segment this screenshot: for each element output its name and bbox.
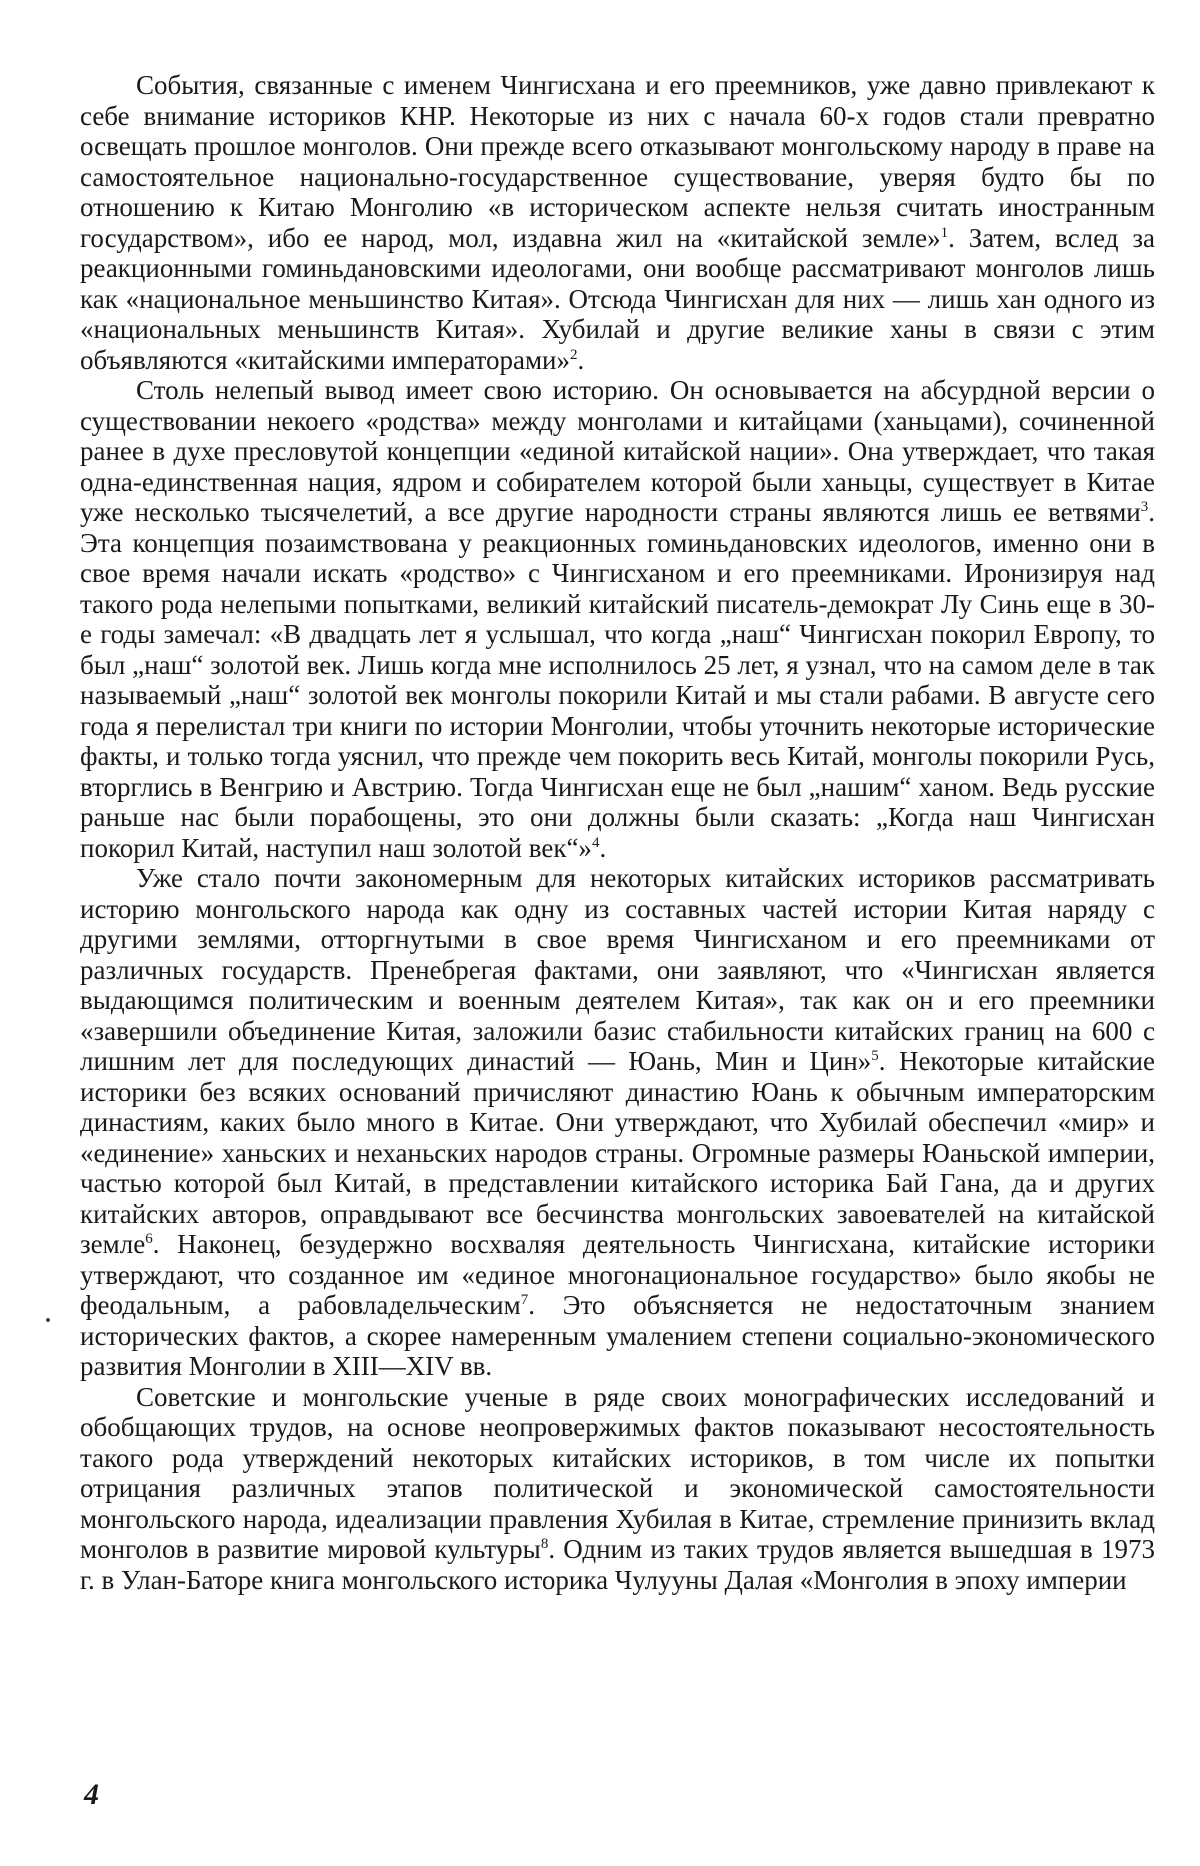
paragraph-2 — [80, 375, 1155, 863]
margin-dot — [46, 1318, 50, 1322]
footnote-ref-4: 4 — [591, 834, 600, 851]
paragraph-3-text-c: . Наконец, безудержно восхваляя деятельность Чингисхана, китайские историки утверждают, что созданное им «единое многонациональное государство» было якобы не феодальным, а рабовладельческим — [80, 1229, 1155, 1320]
footnote-ref-6: 6 — [145, 1231, 153, 1247]
footnote-ref-2: 2 — [570, 346, 578, 363]
body-text — [80, 70, 1155, 1595]
paragraph-1 — [80, 70, 1155, 375]
page-number: 4 — [84, 1778, 99, 1811]
paragraph-2-text-b: . Эта концепция позаимствована у реакционных гоминьдановских идеологов, именно они в свое время начали искать «родство» с Чингисханом и его преемниками. Иронизируя над такого рода нелепыми попытками, великий китайский писатель-демократ Лу Синь еще в 30-е годы замечал: «В двадцать лет я услышал, что когда „наш“ Чингисхан покорил Европу, то был „наш“ золотой век. Лишь когда мне исполнилось 25 лет, я узнал, что на самом деле в так называемый „наш“ золотой век монголы покорили Китай и мы стали рабами. В августе сего года я перелистал три книги по истории Монголии, чтобы уточнить некоторые исторические факты, и только тогда уяснил, что прежде чем покорить весь Китай, монголы покорили Русь, вторглись в Венгрию и Австрию. Тогда Чингисхан еще не был „нашим“ ханом. Ведь русские раньше нас были порабощены, это они должны были сказать: „Когда наш Чингисхан покорил Китай, наступил наш золотой век“» — [80, 497, 1155, 863]
paragraph-3-text-a: Уже стало почти закономерным для некоторых китайских историков рассматривать историю монгольского народа как одну из составных частей истории Китая наряду с другими землями, отторгнутыми в свое время Чингисханом и его преемниками от различных государств. Пренебрегая фактами, они заявляют, что «Чингисхан является выдающимся политическим и военным деятелем Китая», так как он и его преемники «завершили объединение Китая, заложили базис стабильности китайских границ на 600 с лишним лет для последующих династий — Юань, Мин и Цин» — [80, 863, 1155, 1076]
paragraph-4-text-b: . Одним из таких трудов является вышедшая в 1973 г. в Улан-Баторе книга монгольского историка Чулууны Далая «Монголия в эпоху империи — [80, 1534, 1155, 1595]
paragraph-3-text-d: . Это объясняется не недостаточным знанием исторических фактов, а скорее намеренным умалением степени социально-экономического развития Монголии в XIII—XIV вв. — [80, 1290, 1155, 1381]
paragraph-4-text-a: Советские и монгольские ученые в ряде своих монографических исследований и обобщающих трудов, на основе неопровержимых фактов показывают несостоятельность такого рода утверждений некоторых китайских историков, в том числе их попытки отрицания различных этапов политической и экономической самостоятельности монгольского народа, идеализации правления Хубилая в Китае, стремление принизить вклад монголов в развитие мировой культуры — [80, 1381, 1155, 1564]
footnote-ref-3: 3 — [1140, 499, 1149, 515]
paragraph-2-text-c: . — [599, 832, 607, 863]
paragraph-1-text-c: . — [577, 344, 585, 375]
paragraph-3 — [80, 863, 1155, 1382]
paragraph-4 — [80, 1382, 1155, 1596]
footnote-ref-8: 8 — [540, 1536, 549, 1552]
footnote-ref-5: 5 — [871, 1048, 879, 1064]
paragraph-3-text-b: . Некоторые китайские историки без всяких оснований причисляют династию Юань к обычным императорским династиям, каких было много в Китае. Они утверждают, что Хубилай обеспечил «мир» и «единение» ханьских и неханьских народов страны. Огромные размеры Юаньской империи, частью которой был Китай, в представлении китайского историка Бай Гана, да и других китайских авторов, оправдывают все бесчинства монгольских завоевателей на китайской земле — [80, 1046, 1155, 1259]
paragraph-1-text-a: События, связанные с именем Чингисхана и его преемников, уже давно привлекают к себе внимание историков КНР. Некоторые из них с начала 60-х годов стали превратно освещать прошлое монголов. Они прежде всего отказывают монгольскому народу в праве на самостоятельное национально-государственное существование, уверяя будто бы по отношению к Китаю Монголию «в историческом аспекте нельзя считать иностранным государством», ибо ее народ, мол, издавна жил на «китайской земле» — [80, 70, 1155, 253]
paragraph-2-text-a: Столь нелепый вывод имеет свою историю. Он основывается на абсурдной версии о существовании некоего «родства» между монголами и китайцами (ханьцами), сочиненной ранее в духе пресловутой концепции «единой китайской нации». Она утверждает, что такая одна-единственная нация, ядром и собирателем которой были ханьцы, существует в Китае уже несколько тысячелетий, а все другие народности страны являются лишь ее ветвями — [80, 375, 1155, 527]
footnote-ref-7: 7 — [520, 1292, 529, 1308]
footnote-ref-1: 1 — [940, 224, 949, 241]
paragraph-1-text-b: . Затем, вслед за реакционными гоминьдановскими идеологами, они вообще рассматривают монголов лишь как «национальное меньшинство Китая». Отсюда Чингисхан для них — лишь хан одного из «национальных меньшинств Китая». Хубилай и другие великие ханы в связи с этим объявляются «китайскими императорами» — [80, 222, 1155, 375]
